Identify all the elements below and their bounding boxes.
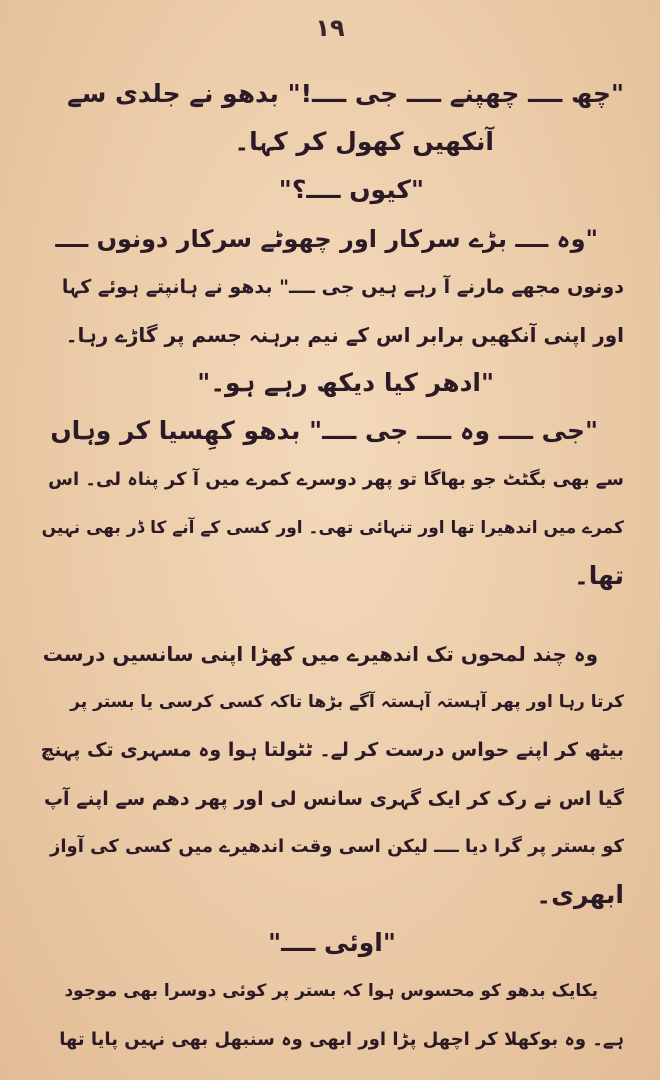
text-line: "جی ــــ وہ ــــ جی ــــ" بدھو کھِسیا کر وہاں (50, 416, 598, 446)
page-number: ۱۹ (315, 14, 345, 42)
paragraph-spacer (40, 600, 624, 630)
text-line: بیٹھ کر اپنے حواس درست کر لے۔ ٹٹولتا ہوا وہ مسہری تک پہنچ (40, 739, 624, 762)
text-line: آنکھیں کھول کر کہا۔ (234, 127, 494, 157)
text-line: "ادھر کیا دیکھ رہے ہو۔" (197, 368, 494, 398)
text-line: اور اپنی آنکھیں برابر اس کے نیم برہنہ جسم پر گاڑے رہا۔ (65, 322, 624, 347)
text-line: سے بھی بگٹٹ جو بھاگا تو پھر دوسرے کمرے میں آ کر پناہ لی۔ اس (48, 468, 624, 490)
text-line: تھا۔ (574, 560, 624, 590)
text-line: "اوئی ــــ" (268, 928, 396, 958)
text-line: ابھری۔ (536, 880, 624, 909)
text-line: گیا اس نے رک کر ایک گہری سانس لی اور پھر دھم سے اپنے آپ (43, 787, 624, 810)
text-line: دونوں مجھے مارنے آ رہے ہیں جی ــــ" بدھو نے ہانپتے ہوئے کہا (61, 275, 624, 298)
text-line: "وہ ــــ بڑے سرکار اور چھوٹے سرکار دونوں ــــ (55, 224, 598, 253)
text-line: کرتا رہا اور پھر آہستہ آہستہ آگے بڑھا تاکہ کسی کرسی یا بستر پر (70, 692, 624, 713)
text-line: کمرے میں اندھیرا تھا اور تنہائی تھی۔ اور کسی کے آنے کا ڈر بھی نہیں (41, 517, 624, 538)
text-line: "کیوں ــــ؟" (278, 175, 424, 205)
text-line: کو بستر پر گرا دیا ــــ لیکن اسی وقت اندھیرے میں کسی کی آواز (49, 835, 624, 857)
text-line: وہ چند لمحوں تک اندھیرے میں کھڑا اپنی سانسیں درست (42, 642, 598, 667)
text-line: "چھ ــــ چھپنے ــــ جی ــــ!" بدھو نے جلدی سے (67, 79, 624, 108)
text-line: ہے۔ وہ بوکھلا کر اچھل پڑا اور ابھی وہ سنبھل بھی نہیں پایا تھا (59, 1028, 624, 1050)
text-line: یکایک بدھو کو محسوس ہوا کہ بستر پر کوئی دوسرا بھی موجود (64, 981, 598, 1002)
page-body-text (40, 70, 624, 1064)
